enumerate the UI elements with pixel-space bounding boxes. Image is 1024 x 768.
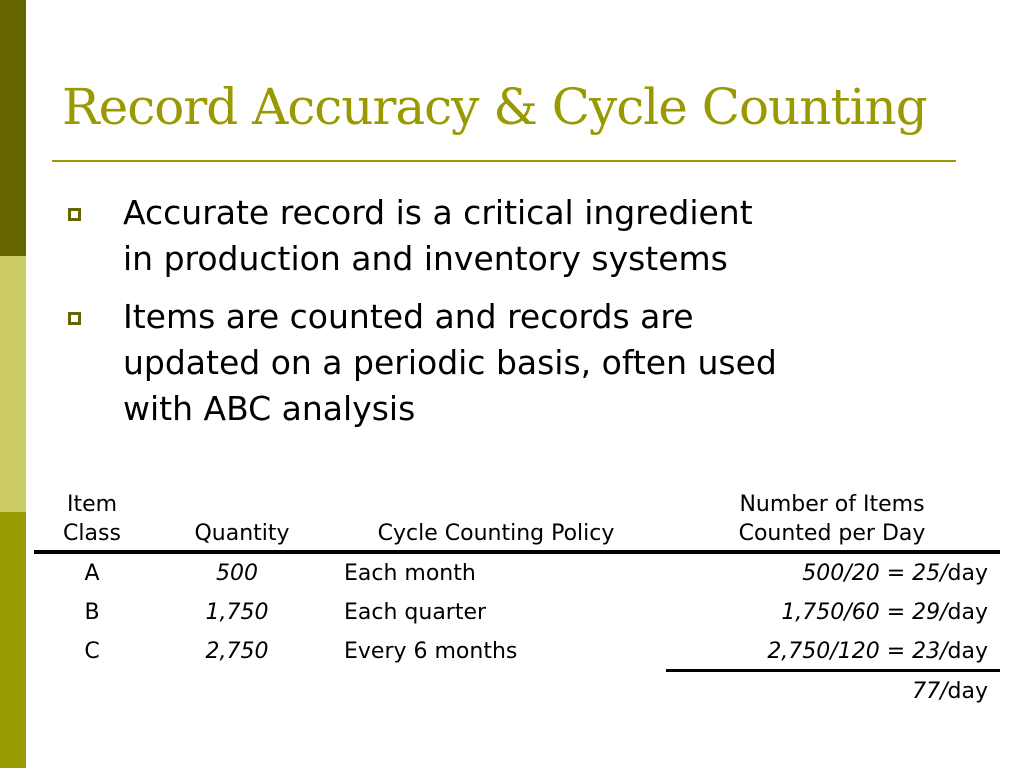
class-cell: C <box>84 639 100 664</box>
count-formula: 2,750/120 = 23/ <box>767 639 948 664</box>
header-count-line1: Number of Items <box>739 492 925 517</box>
count-cell <box>781 593 988 632</box>
quantity-cell: 1,750 <box>205 600 269 625</box>
count-unit: day <box>947 600 988 625</box>
policy-cell: Each quarter <box>344 600 487 625</box>
header-item-class-line2: Class <box>63 521 121 546</box>
header-policy: Cycle Counting Policy <box>377 521 615 546</box>
header-quantity: Quantity <box>194 521 290 546</box>
square-bullet-icon <box>68 208 81 221</box>
total-unit: day <box>947 679 988 704</box>
policy-cell: Each month <box>344 561 476 586</box>
quantity-cell: 2,750 <box>205 639 269 664</box>
count-unit: day <box>947 639 988 664</box>
cycle-count-table <box>34 490 1000 720</box>
count-cell <box>802 554 988 593</box>
header-item-class-line1: Item <box>66 492 118 517</box>
total-cell <box>912 672 988 711</box>
policy-cell: Every 6 months <box>344 639 518 664</box>
class-cell: A <box>84 561 100 586</box>
count-unit: day <box>947 561 988 586</box>
bullet-line: with ABC analysis <box>123 389 416 428</box>
sidebar-band-light <box>0 256 26 512</box>
bullet-line: Accurate record is a critical ingredient <box>123 193 753 232</box>
square-bullet-icon <box>68 312 81 325</box>
header-count-line2: Counted per Day <box>738 521 926 546</box>
sidebar-band-dark <box>0 0 26 256</box>
table-row <box>34 554 1000 593</box>
slide-title: Record Accuracy & Cycle Counting <box>62 78 927 136</box>
header-count <box>694 490 970 548</box>
bullet-line: Items are counted and records are <box>123 297 694 336</box>
header-item-class <box>62 490 122 548</box>
bullet-line: in production and inventory systems <box>123 239 728 278</box>
sidebar-band-mid <box>0 512 26 768</box>
total-row <box>34 672 1000 711</box>
table-row <box>34 632 1000 671</box>
bullet-line: updated on a periodic basis, often used <box>123 343 777 382</box>
bullet-item <box>62 190 942 282</box>
bullet-list <box>62 190 942 444</box>
class-cell: B <box>84 600 100 625</box>
table-row <box>34 593 1000 632</box>
sidebar-accent <box>0 0 26 768</box>
count-formula: 1,750/60 = 29/ <box>781 600 948 625</box>
count-cell <box>767 632 988 671</box>
title-underline <box>52 160 956 162</box>
count-formula: 500/20 = 25/ <box>802 561 948 586</box>
quantity-cell: 500 <box>216 561 258 586</box>
bullet-item <box>62 294 942 432</box>
total-value: 77/ <box>912 679 948 704</box>
